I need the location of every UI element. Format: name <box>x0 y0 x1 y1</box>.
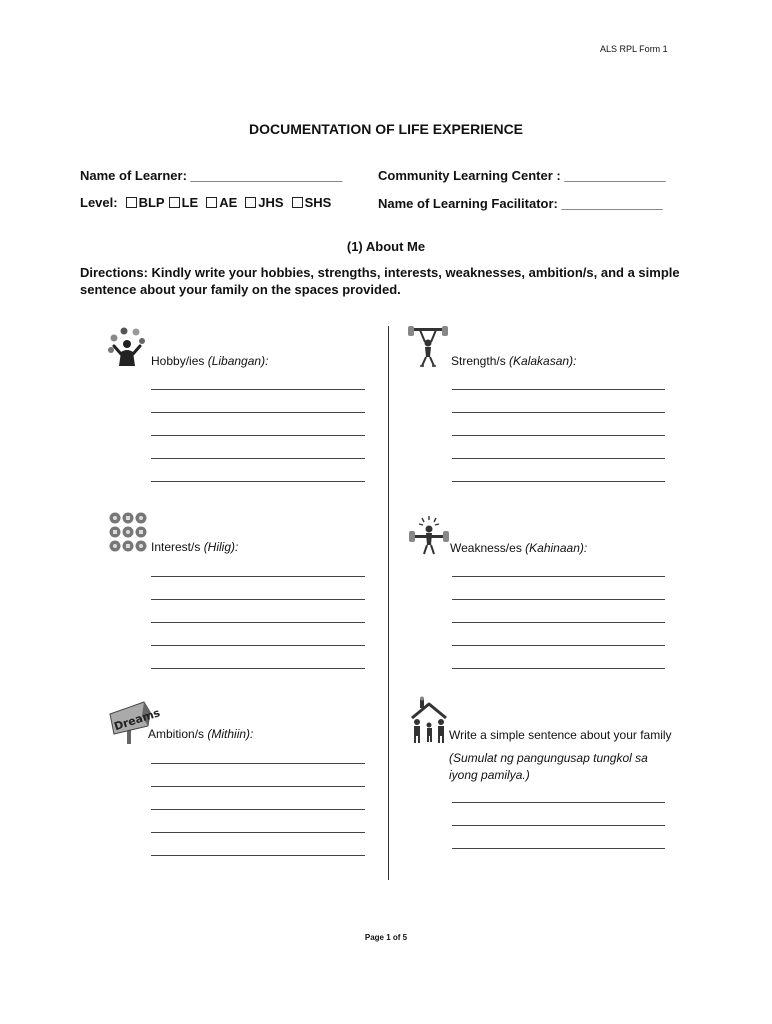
level-option-jhs[interactable]: JHS <box>241 195 283 210</box>
hobby-line-4[interactable] <box>151 458 365 459</box>
weakness-label: Weakness/es (Kahinaan): <box>450 541 588 555</box>
hobby-line-2[interactable] <box>151 412 365 413</box>
juggler-icon <box>106 326 148 368</box>
family-lines <box>452 802 665 849</box>
family-line-3[interactable] <box>452 848 665 849</box>
ambition-label: Ambition/s (Mithiin): <box>148 727 254 741</box>
strength-line-1[interactable] <box>452 389 665 390</box>
weakness-lines <box>452 576 665 669</box>
page-number: Page 1 of 5 <box>364 933 408 942</box>
strength-label: Strength/s (Kalakasan): <box>451 354 577 368</box>
level-option-ae[interactable]: AE <box>202 195 237 210</box>
checkbox-icon[interactable] <box>126 197 137 208</box>
family-translation: (Sumulat ng pangungusap tungkol sa iyong pamilya.) <box>449 751 648 782</box>
interest-line-1[interactable] <box>151 576 365 577</box>
interests-grid-icon <box>108 511 148 555</box>
family-label: Write a simple sentence about your family <box>449 728 672 742</box>
ambition-line-2[interactable] <box>151 786 365 787</box>
level-label: Level: <box>80 195 118 210</box>
hobby-line-5[interactable] <box>151 481 365 482</box>
ambition-line-5[interactable] <box>151 855 365 856</box>
facilitator-field[interactable]: ______________ <box>561 196 663 211</box>
directions-text: Directions: Kindly write your hobbies, strengths, interests, weaknesses, ambition/s, and a simple sentence about your family on the spaces provided. <box>80 265 680 297</box>
column-divider <box>388 326 389 880</box>
clc-label: Community Learning Center : <box>378 168 561 183</box>
strength-line-3[interactable] <box>452 435 665 436</box>
weightlifter-icon <box>406 326 450 368</box>
weakness-line-5[interactable] <box>452 668 665 669</box>
level-option-le[interactable]: LE <box>165 195 199 210</box>
facilitator-row <box>378 196 663 211</box>
learner-name-row <box>80 168 342 183</box>
learner-name-label: Name of Learner: <box>80 168 187 183</box>
dreams-sign-icon <box>108 698 162 744</box>
family-house-icon <box>408 698 450 744</box>
hobby-lines <box>151 389 365 482</box>
checkbox-icon[interactable] <box>206 197 217 208</box>
hobby-label: Hobby/ies (Libangan): <box>151 354 269 368</box>
weakness-line-1[interactable] <box>452 576 665 577</box>
facilitator-label: Name of Learning Facilitator: <box>378 196 558 211</box>
hobby-line-3[interactable] <box>151 435 365 436</box>
level-option-blp[interactable]: BLP <box>122 195 165 210</box>
interest-line-4[interactable] <box>151 645 365 646</box>
level-option-shs[interactable]: SHS <box>288 195 332 210</box>
ambition-line-3[interactable] <box>151 809 365 810</box>
family-line-1[interactable] <box>452 802 665 803</box>
weakness-line-4[interactable] <box>452 645 665 646</box>
section-title: (1) About Me <box>346 239 426 254</box>
checkbox-icon[interactable] <box>292 197 303 208</box>
strength-line-4[interactable] <box>452 458 665 459</box>
strength-lines <box>452 389 665 482</box>
ambition-line-1[interactable] <box>151 763 365 764</box>
struggling-lifter-icon <box>408 513 450 555</box>
family-line-2[interactable] <box>452 825 665 826</box>
weakness-line-3[interactable] <box>452 622 665 623</box>
checkbox-icon[interactable] <box>245 197 256 208</box>
interest-line-2[interactable] <box>151 599 365 600</box>
checkbox-icon[interactable] <box>169 197 180 208</box>
interest-line-3[interactable] <box>151 622 365 623</box>
level-row <box>80 195 331 210</box>
form-id: ALS RPL Form 1 <box>600 44 668 54</box>
strength-line-5[interactable] <box>452 481 665 482</box>
ambition-lines <box>151 763 365 856</box>
ambition-line-4[interactable] <box>151 832 365 833</box>
clc-row <box>378 168 666 183</box>
interest-label: Interest/s (Hilig): <box>151 540 239 554</box>
hobby-line-1[interactable] <box>151 389 365 390</box>
interest-lines <box>151 576 365 669</box>
document-title: DOCUMENTATION OF LIFE EXPERIENCE <box>248 121 524 137</box>
svg-text:Dreams: Dreams <box>112 706 162 734</box>
weakness-line-2[interactable] <box>452 599 665 600</box>
learner-name-field[interactable]: _____________________ <box>190 168 343 183</box>
clc-field[interactable]: ______________ <box>564 168 666 183</box>
interest-line-5[interactable] <box>151 668 365 669</box>
strength-line-2[interactable] <box>452 412 665 413</box>
